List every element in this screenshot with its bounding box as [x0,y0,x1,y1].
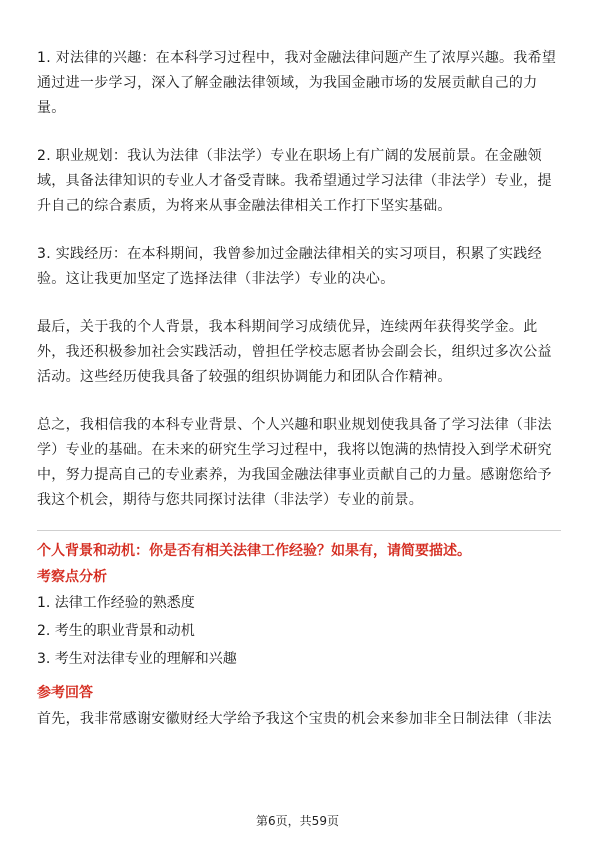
analysis-point: 3. 考生对法律专业的理解和兴趣 [37,651,237,667]
paragraph-career-plan: 2. 职业规划：我认为法律（非法学）专业在职场上有广阔的发展前景。在金融领域，具备法律知识的专业人才备受青睐。我希望通过学习法律（非法学）专业，提升自己的综合素质，为将来从事金融法律相关工作打下坚实基础。 [37,148,552,214]
analysis-point: 2. 考生的职业背景和动机 [37,623,195,639]
page-number-footer: 第6页，共59页 [256,814,339,828]
analysis-point: 1. 法律工作经验的熟悉度 [37,595,195,611]
paragraph-conclusion: 总之，我相信我的本科专业背景、个人兴趣和职业规划使我具备了学习法律（非法学）专业的基础。在未来的研究生学习过程中，我将以饱满的热情投入到学术研究中，努力提高自己的专业素养，为我国金融法律事业贡献自己的力量。感谢您给予我这个机会，期待与您共同探讨法律（非法学）专业的前景。 [37,417,552,508]
paragraph-practice: 3. 实践经历：在本科期间，我曾参加过金融法律相关的实习项目，积累了实践经验。这让我更加坚定了选择法律（非法学）专业的决心。 [37,246,542,287]
analysis-heading: 考察点分析 [37,569,107,585]
section-divider [37,530,561,531]
document-body [37,46,561,732]
paragraph-background: 最后，关于我的个人背景，我本科期间学习成绩优异，连续两年获得奖学金。此外，我还积极参加社会实践活动，曾担任学校志愿者协会副会长，组织过多次公益活动。这些经历使我具备了较强的组织协调能力和团队合作精神。 [37,319,552,385]
question-heading: 个人背景和动机：你是否有相关法律工作经验？如果有，请简要描述。 [37,543,471,559]
reference-heading: 参考回答 [37,685,93,701]
paragraph-interest: 1. 对法律的兴趣：在本科学习过程中，我对金融法律问题产生了浓厚兴趣。我希望通过进一步学习，深入了解金融法律领域，为我国金融市场的发展贡献自己的力量。 [37,50,557,116]
reference-answer-text: 首先，我非常感谢安徽财经大学给予我这个宝贵的机会来参加非全日制法律（非法 [37,711,552,727]
